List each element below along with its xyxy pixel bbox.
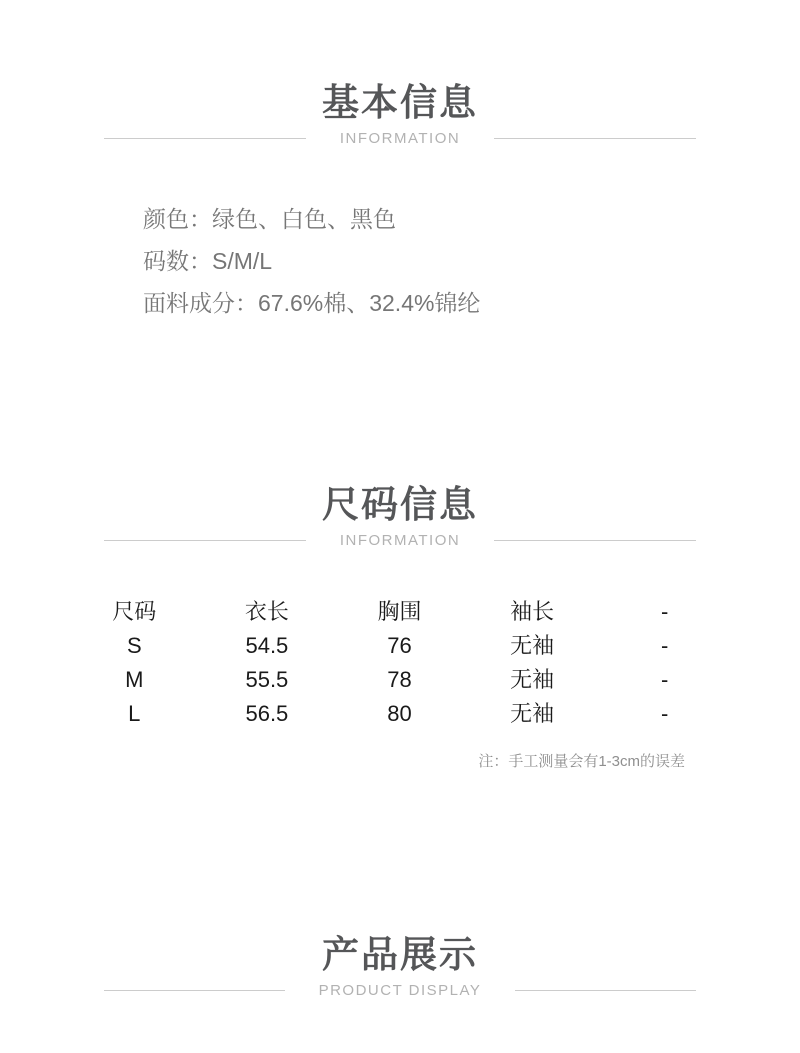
size-table-cell: M: [125, 667, 144, 692]
size-info-subtitle-row: [104, 531, 696, 549]
size-table-cell: -: [661, 701, 669, 726]
product-display-subtitle-row: [104, 981, 696, 999]
size-table-row-s: [68, 629, 731, 663]
size-table-header-cell: 尺码: [112, 599, 157, 624]
size-table-header-cell: 袖长: [510, 599, 555, 624]
color-info-line: 颜色：绿色、白色、黑色: [143, 206, 396, 232]
size-table-header-cell: -: [661, 599, 669, 624]
size-table-cell: L: [128, 701, 141, 726]
size-table-cell: 无袖: [510, 633, 555, 658]
size-table-cell: 55.5: [245, 667, 289, 692]
basic-info-subtitle: INFORMATION: [339, 129, 461, 147]
divider-line-right: [494, 540, 696, 541]
divider-line-left: [104, 138, 306, 139]
divider-line-right: [515, 990, 696, 991]
product-display-title: 产品展示: [322, 934, 478, 975]
size-table-header-cell: 胸围: [377, 599, 422, 624]
size-table-cell: 无袖: [510, 667, 555, 692]
measurement-note: 注：手工测量会有1-3cm的误差: [478, 753, 685, 770]
divider-line-right: [494, 138, 696, 139]
size-info-section-header: [0, 485, 800, 549]
divider-line-left: [104, 540, 306, 541]
size-table-header-cell: 衣长: [244, 599, 289, 624]
basic-info-subtitle-row: [104, 129, 696, 147]
basic-info-section-header: [0, 83, 800, 147]
product-display-section-header: [0, 935, 800, 999]
size-table-cell: S: [126, 633, 142, 658]
size-table-header-row: [68, 595, 731, 629]
size-table: [68, 595, 731, 731]
divider-line-left: [104, 990, 285, 991]
size-table-cell: -: [661, 633, 669, 658]
size-info-subtitle: INFORMATION: [339, 531, 461, 549]
size-table-cell: 56.5: [245, 701, 289, 726]
basic-info-title: 基本信息: [322, 82, 478, 123]
size-table-cell: -: [661, 667, 669, 692]
size-range-info-line: 码数：S/M/L: [143, 248, 273, 274]
size-table-cell: 78: [387, 667, 412, 692]
size-table-row-m: [68, 663, 731, 697]
size-table-cell: 76: [387, 633, 412, 658]
size-table-cell: 54.5: [245, 633, 289, 658]
size-table-row-l: [68, 697, 731, 731]
size-info-title: 尺码信息: [322, 484, 478, 525]
basic-info-list: [143, 198, 480, 324]
size-table-cell: 80: [387, 701, 412, 726]
product-display-subtitle: PRODUCT DISPLAY: [318, 981, 482, 999]
fabric-info-line: 面料成分：67.6%棉、32.4%锦纶: [143, 290, 481, 316]
size-table-cell: 无袖: [510, 701, 555, 726]
